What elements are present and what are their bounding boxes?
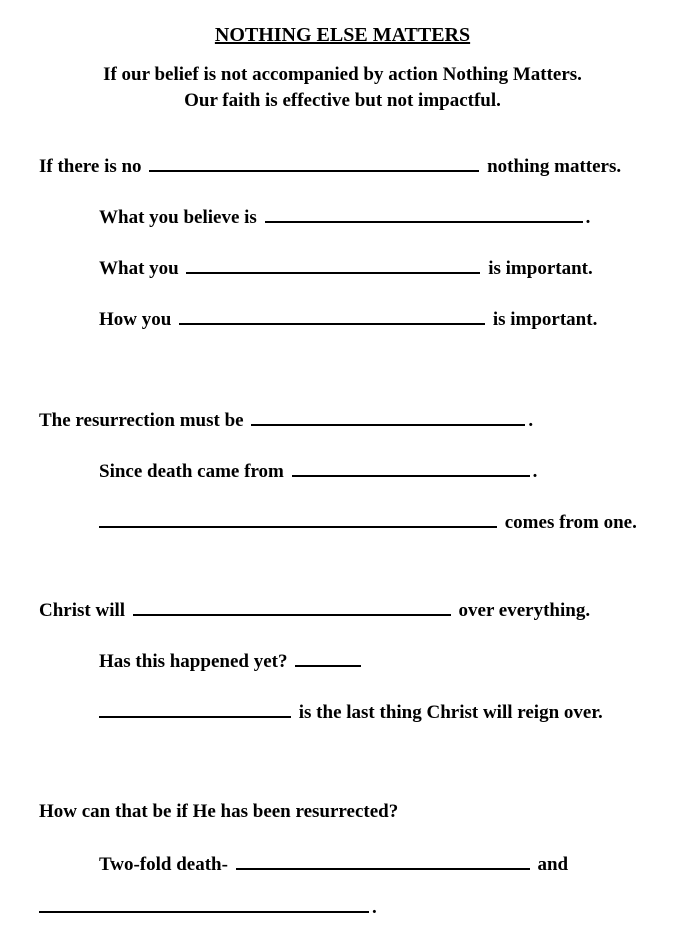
section1-item-3	[99, 307, 597, 331]
blank-field-8[interactable]	[133, 598, 451, 616]
section4-twofold	[99, 852, 568, 876]
section2-item-1	[99, 459, 537, 483]
section3-intro	[39, 598, 590, 622]
section4-final-after: .	[372, 897, 377, 918]
section1-item-3-before: How you	[99, 309, 172, 330]
blank-field-2[interactable]	[265, 205, 583, 223]
section2-intro	[39, 408, 533, 432]
section3-item-1-before: Has this happened yet?	[99, 651, 288, 672]
section2-item-2	[96, 510, 637, 534]
section4-question: How can that be if He has been resurrected?	[39, 801, 399, 822]
section4-twofold-before: Two-fold death-	[99, 854, 228, 875]
section1-intro-after: nothing matters.	[487, 156, 622, 177]
blank-field-10[interactable]	[99, 700, 291, 718]
section1-item-2-before: What you	[99, 258, 179, 279]
section1-intro-before: If there is no	[39, 156, 142, 177]
section2-intro-before: The resurrection must be	[39, 410, 244, 431]
page-title: NOTHING ELSE MATTERS	[214, 24, 471, 46]
section3-item-2-after: is the last thing Christ will reign over.	[298, 702, 603, 723]
subtitle-line-2: Our faith is effective but not impactful.	[184, 90, 501, 111]
section1-item-2	[99, 256, 593, 280]
section1-item-2-after: is important.	[488, 258, 593, 279]
section2-item-1-after: .	[532, 461, 538, 482]
section2-item-2-after: comes from one.	[504, 512, 637, 533]
subtitle-line-1: If our belief is not accompanied by action Nothing Matters.	[103, 64, 582, 85]
blank-field-5[interactable]	[251, 408, 525, 426]
section1-item-1	[99, 205, 590, 229]
blank-field-4[interactable]	[179, 307, 485, 325]
blank-field-7[interactable]	[99, 510, 497, 528]
blank-field-1[interactable]	[149, 154, 479, 172]
section3-item-1	[99, 649, 364, 673]
section1-item-1-after: .	[585, 207, 591, 228]
blank-field-3[interactable]	[186, 256, 480, 274]
section3-item-2	[96, 700, 603, 724]
section3-intro-before: Christ will	[39, 600, 126, 621]
section2-item-1-before: Since death came from	[99, 461, 284, 482]
blank-field-6[interactable]	[292, 459, 530, 477]
section1-item-3-after: is important.	[492, 309, 598, 330]
section1-intro	[39, 154, 621, 178]
blank-field-9[interactable]	[295, 649, 361, 667]
blank-field-11[interactable]	[236, 852, 530, 870]
blank-field-12[interactable]	[39, 895, 369, 913]
section4-twofold-after: and	[537, 854, 569, 875]
section4-final	[36, 895, 377, 919]
section1-item-1-before: What you believe is	[99, 207, 257, 228]
section2-intro-after: .	[528, 410, 534, 431]
section3-intro-after: over everything.	[458, 600, 591, 621]
